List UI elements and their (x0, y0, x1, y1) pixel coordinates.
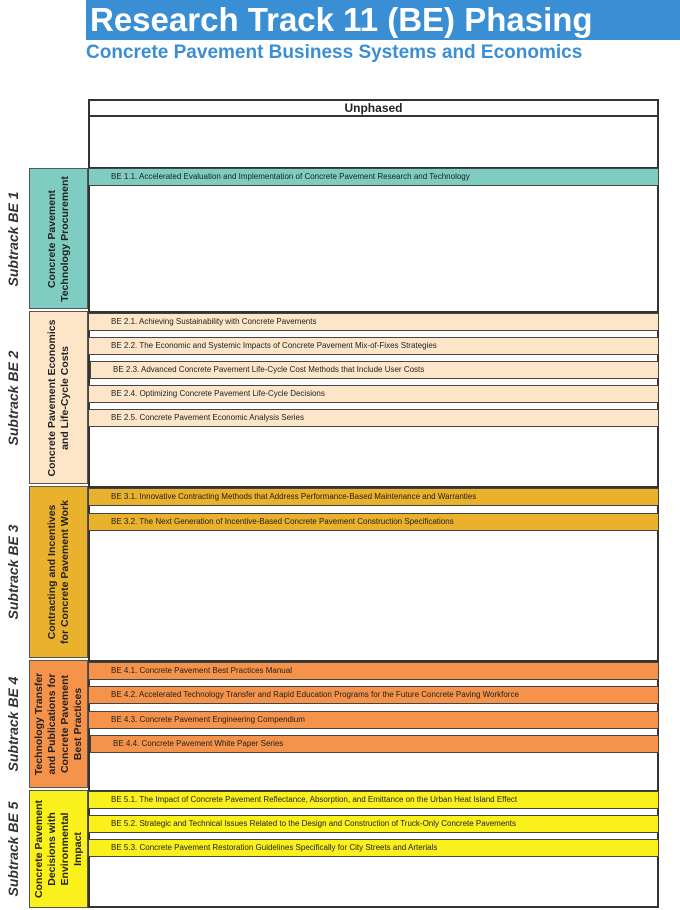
page-subtitle: Concrete Pavement Business Systems and Economics (86, 42, 583, 63)
project-bar-be5-2[interactable]: BE 5.2. Strategic and Technical Issues Related to the Design and Construction of Truck-Only Concrete Pavements (88, 815, 659, 833)
subtrack-label-be2: Subtrack BE 2 (5, 350, 21, 445)
subtrack-label-be5: Subtrack BE 5 (5, 801, 21, 897)
project-bar-be2-3[interactable]: BE 2.3. Advanced Concrete Pavement Life-Cycle Cost Methods that Include User Costs (90, 361, 659, 379)
project-bar-be2-2[interactable]: BE 2.2. The Economic and Systemic Impacts of Concrete Pavement Mix-of-Fixes Strategies (88, 337, 659, 355)
category-box-be1 (29, 168, 88, 309)
project-bar-be2-5[interactable]: BE 2.5. Concrete Pavement Economic Analysis Series (88, 409, 659, 427)
subtrack-label-be1: Subtrack BE 1 (5, 191, 21, 286)
project-bar-be1-1[interactable]: BE 1.1. Accelerated Evaluation and Implementation of Concrete Pavement Research and Technology (88, 168, 659, 186)
project-bar-be3-1[interactable]: BE 3.1. Innovative Contracting Methods that Address Performance-Based Maintenance and Warranties (88, 488, 659, 506)
project-bar-be4-4[interactable]: BE 4.4. Concrete Pavement White Paper Series (90, 735, 659, 753)
subtrack-label-be3: Subtrack BE 3 (5, 524, 21, 620)
project-bar-be2-1[interactable]: BE 2.1. Achieving Sustainability with Concrete Pavements (88, 313, 659, 331)
category-box-be5 (29, 790, 88, 908)
project-bar-be5-1[interactable]: BE 5.1. The Impact of Concrete Pavement Reflectance, Absorption, and Emittance on the Urban Heat Island Effect (88, 791, 659, 809)
category-label-be4: Technology Transfer and Publications for Concrete Pavement Best Practices (32, 672, 84, 776)
category-box-be3 (29, 486, 88, 658)
category-label-be3: Contracting and Incentives for Concrete Pavement Work (45, 500, 71, 644)
project-bar-be4-2[interactable]: BE 4.2. Accelerated Technology Transfer and Rapid Education Programs for the Future Concrete Paving Workforce (88, 686, 659, 704)
project-bar-be4-3[interactable]: BE 4.3. Concrete Pavement Engineering Compendium (88, 711, 659, 729)
project-bar-be2-4[interactable]: BE 2.4. Optimizing Concrete Pavement Life-Cycle Decisions (88, 385, 659, 403)
project-bar-be4-1[interactable]: BE 4.1. Concrete Pavement Best Practices Manual (88, 662, 659, 680)
category-label-be1: Concrete Pavement Technology Procurement (45, 175, 71, 302)
category-label-be5: Concrete Pavement Decisions with Environmental Impact (32, 799, 84, 899)
column-header-unphased: Unphased (90, 101, 657, 117)
category-box-be2 (29, 311, 88, 484)
page-title: Research Track 11 (BE) Phasing (86, 0, 680, 40)
project-bar-be5-3[interactable]: BE 5.3. Concrete Pavement Restoration Guidelines Specifically for City Streets and Arterials (88, 839, 659, 857)
category-box-be4 (29, 660, 88, 788)
category-label-be2: Concrete Pavement Economics and Life-Cycle Costs (45, 319, 71, 476)
project-bar-be3-2[interactable]: BE 3.2. The Next Generation of Incentive-Based Concrete Pavement Construction Specifications (88, 513, 659, 531)
subtrack-label-be4: Subtrack BE 4 (5, 676, 21, 772)
